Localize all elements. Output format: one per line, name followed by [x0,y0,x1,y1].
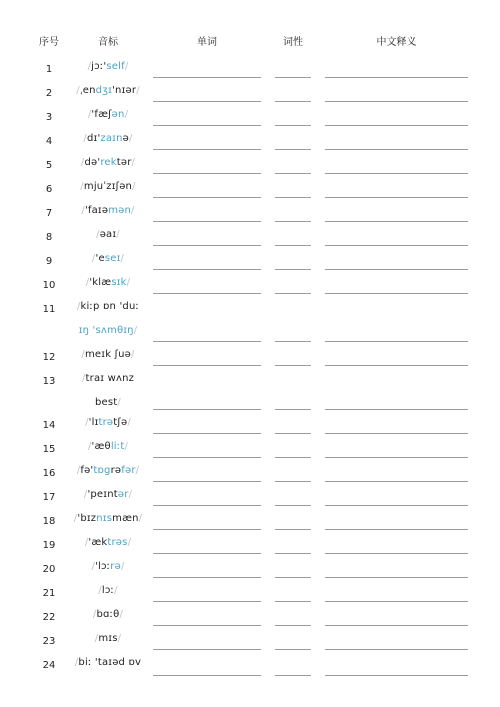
pos-answer-line[interactable] [275,433,311,434]
phonetic-transcription [68,367,148,415]
slash-mark: / [74,657,79,668]
word-answer-line[interactable] [153,481,261,482]
word-answer-line[interactable] [153,409,261,410]
slash-mark: / [131,205,135,216]
pos-answer-line[interactable] [275,649,311,650]
syllable: əaɪ [99,229,117,240]
meaning-answer-line[interactable] [325,625,468,626]
slash-mark: / [127,537,132,548]
word-answer-line[interactable] [153,341,261,342]
syllable: 'fæʃ [91,109,112,120]
pos-answer-line[interactable] [275,341,311,342]
phonetic-transcription [68,531,148,555]
syllable: meɪk ʃuə [84,349,132,360]
syllable: ə [122,133,129,144]
row-number: 3 [45,112,53,123]
slash-mark: / [76,301,81,312]
row-number: 15 [42,444,56,455]
row-number: 24 [42,660,56,671]
header-phonetic: 音标 [98,37,118,48]
phonetic-transcription [68,411,148,435]
syllable: 'lɔː [95,561,111,572]
phonetic-transcription [68,295,148,343]
phonetic-transcription [68,223,148,247]
slash-mark: / [135,465,140,476]
pos-answer-line[interactable] [275,553,311,554]
stressed-syllable: nɪs [96,513,113,524]
meaning-answer-line[interactable] [325,457,468,458]
phonetic-transcription [68,271,148,295]
slash-mark: / [124,61,129,72]
word-answer-line[interactable] [153,245,261,246]
stressed-syllable: ɪŋ 'sʌmθɪŋ [78,325,134,336]
slash-mark: / [76,465,81,476]
stressed-syllable: zaɪn [100,133,123,144]
stressed-syllable: rek [100,157,117,168]
meaning-answer-line[interactable] [325,365,468,366]
pos-answer-line[interactable] [275,293,311,294]
pos-answer-line[interactable] [275,529,311,530]
word-answer-line[interactable] [153,457,261,458]
stressed-syllable: rə [110,561,121,572]
row-number: 13 [42,376,56,387]
row-number: 12 [42,352,56,363]
syllable: ˌen [79,85,96,96]
slash-mark: / [117,633,122,644]
syllable: jɔː' [91,61,107,72]
slash-mark: / [131,157,136,168]
header-number: 序号 [39,37,59,48]
stressed-syllable: mən [108,205,132,216]
syllable: dɪ' [86,133,101,144]
pos-answer-line[interactable] [275,149,311,150]
meaning-answer-line[interactable] [325,433,468,434]
word-answer-line[interactable] [153,197,261,198]
meaning-answer-line[interactable] [325,675,468,676]
slash-mark: / [131,349,135,360]
phonetic-transcription [68,343,148,367]
word-answer-line[interactable] [153,101,261,102]
phonetic-transcription [68,175,148,199]
word-answer-line[interactable] [153,529,261,530]
slash-mark: / [120,253,125,264]
slash-mark: / [116,229,120,240]
meaning-answer-line[interactable] [325,553,468,554]
stressed-syllable: dʒɪ [95,85,113,96]
syllable: kiːp ɒn 'duː [80,301,140,312]
word-answer-line[interactable] [153,625,261,626]
phonetic-transcription [68,435,148,459]
stressed-syllable: sɪk [111,277,127,288]
meaning-answer-line[interactable] [325,245,468,246]
meaning-answer-line[interactable] [325,221,468,222]
stressed-syllable: fər [121,465,136,476]
row-number: 23 [42,636,56,647]
pos-answer-line[interactable] [275,245,311,246]
pos-answer-line[interactable] [275,125,311,126]
stressed-syllable: seɪ [104,253,121,264]
word-answer-line[interactable] [153,675,261,676]
slash-mark: / [81,349,85,360]
slash-mark: / [87,441,92,452]
slash-mark: / [119,609,124,620]
slash-mark: / [128,489,133,500]
slash-mark: / [73,513,78,524]
word-answer-line[interactable] [153,601,261,602]
pos-answer-line[interactable] [275,409,311,410]
row-number: 9 [45,256,53,267]
stressed-syllable: tɒg [93,465,111,476]
slash-mark: / [87,61,92,72]
meaning-answer-line[interactable] [325,149,468,150]
slash-mark: / [81,205,85,216]
word-answer-line[interactable] [153,577,261,578]
meaning-answer-line[interactable] [325,77,468,78]
pos-answer-line[interactable] [275,675,311,676]
slash-mark: / [83,133,87,144]
meaning-answer-line[interactable] [325,577,468,578]
pos-answer-line[interactable] [275,625,311,626]
pos-answer-line[interactable] [275,101,311,102]
phonetic-transcription [68,55,148,79]
row-number: 5 [45,160,53,171]
slash-mark: / [76,85,80,96]
syllable: fə' [80,465,94,476]
syllable: 'bɪz [77,513,97,524]
row-number: 11 [42,304,56,315]
phonetic-transcription [68,459,148,483]
row-number: 20 [42,564,56,575]
meaning-answer-line[interactable] [325,601,468,602]
meaning-answer-line[interactable] [325,293,468,294]
slash-mark: / [85,277,90,288]
word-answer-line[interactable] [153,505,261,506]
meaning-answer-line[interactable] [325,125,468,126]
syllable: mæn [112,513,139,524]
row-number: 16 [42,468,56,479]
header-pos: 词性 [283,37,303,48]
phonetic-transcription [68,627,148,651]
pos-answer-line[interactable] [275,577,311,578]
pos-answer-line[interactable] [275,601,311,602]
syllable: traɪ wʌnz [85,373,135,384]
word-answer-line[interactable] [153,293,261,294]
syllable: lɔː [101,585,115,596]
slash-mark: / [91,253,96,264]
pos-answer-line[interactable] [275,77,311,78]
slash-mark: / [80,181,84,192]
row-number: 7 [45,208,53,219]
syllable: 'æk [88,537,108,548]
phonetic-transcription [68,103,148,127]
slash-mark: / [96,229,100,240]
meaning-answer-line[interactable] [325,197,468,198]
syllable: biː 'taɪəd ɒv [78,657,142,668]
header-word: 单词 [197,37,217,48]
syllable: 'nɪər [112,85,137,96]
stressed-syllable: ər [117,489,129,500]
pos-answer-line[interactable] [275,269,311,270]
syllable: də' [84,157,101,168]
slash-mark: / [117,397,121,408]
stressed-syllable: trəs [107,537,128,548]
slash-mark: / [120,561,125,572]
word-answer-line[interactable] [153,125,261,126]
pos-answer-line[interactable] [275,221,311,222]
row-number: 1 [45,64,53,75]
row-number: 4 [45,136,53,147]
row-number: 2 [45,88,53,99]
pos-answer-line[interactable] [275,197,311,198]
meaning-answer-line[interactable] [325,101,468,102]
syllable: mjuˈzɪʃən [83,181,133,192]
word-answer-line[interactable] [153,149,261,150]
row-number: 8 [45,232,53,243]
header-meaning: 中文释义 [376,37,417,48]
row-number: 10 [42,280,56,291]
slash-mark: / [91,561,96,572]
syllable: mɪs [98,633,118,644]
syllable: tʃə [113,417,128,428]
syllable: bɑːθ [96,609,120,620]
pos-answer-line[interactable] [275,457,311,458]
meaning-answer-line[interactable] [325,481,468,482]
meaning-answer-line[interactable] [325,341,468,342]
slash-mark: / [133,325,138,336]
row-number: 6 [45,184,53,195]
phonetic-transcription [68,579,148,603]
word-answer-line[interactable] [153,77,261,78]
phonetic-transcription [68,151,148,175]
syllable: tər [116,157,132,168]
meaning-answer-line[interactable] [325,649,468,650]
stressed-syllable: ən [111,109,125,120]
slash-mark: / [81,373,86,384]
pos-answer-line[interactable] [275,365,311,366]
phonetic-transcription [68,603,148,627]
slash-mark: / [136,85,140,96]
row-number: 19 [42,540,56,551]
meaning-answer-line[interactable] [325,269,468,270]
row-number: 18 [42,516,56,527]
pos-answer-line[interactable] [275,481,311,482]
row-number: 14 [42,420,56,431]
meaning-answer-line[interactable] [325,409,468,410]
slash-mark: / [83,489,88,500]
syllable: 'peɪnt [87,489,118,500]
phonetic-transcription [68,79,148,103]
meaning-answer-line[interactable] [325,505,468,506]
row-number: 17 [42,492,56,503]
slash-mark: / [85,417,89,428]
meaning-answer-line[interactable] [325,529,468,530]
word-answer-line[interactable] [153,221,261,222]
word-answer-line[interactable] [153,553,261,554]
word-answer-line[interactable] [153,433,261,434]
slash-mark: / [98,585,102,596]
phonetic-transcription [68,651,148,675]
slash-mark: / [126,277,131,288]
phonetic-transcription [68,555,148,579]
slash-mark: / [92,609,97,620]
syllable: best [94,397,118,408]
syllable: 'e [95,253,105,264]
row-number: 22 [42,612,56,623]
pos-answer-line[interactable] [275,173,311,174]
slash-mark: / [124,109,129,120]
syllable: 'lɪ [88,417,99,428]
phonetic-transcription [68,483,148,507]
stressed-syllable: trə [98,417,114,428]
pos-answer-line[interactable] [275,505,311,506]
slash-mark: / [80,157,85,168]
slash-mark: / [124,441,129,452]
word-answer-line[interactable] [153,269,261,270]
slash-mark: / [84,537,89,548]
slash-mark: / [132,181,136,192]
word-answer-line[interactable] [153,365,261,366]
slash-mark: / [127,417,131,428]
syllable: 'klæ [89,277,112,288]
stressed-syllable: liːt [110,441,125,452]
word-answer-line[interactable] [153,649,261,650]
slash-mark: / [138,513,143,524]
slash-mark: / [87,109,92,120]
syllable: rə [110,465,122,476]
slash-mark: / [129,133,133,144]
phonetic-transcription [68,507,148,531]
phonetic-transcription [68,127,148,151]
syllable: 'faɪə [84,205,109,216]
slash-mark: / [94,633,99,644]
phonetic-transcription [68,199,148,223]
row-number: 21 [42,588,56,599]
meaning-answer-line[interactable] [325,173,468,174]
phonetic-transcription [68,247,148,271]
stressed-syllable: self [106,61,125,72]
syllable: 'æθ [91,441,111,452]
word-answer-line[interactable] [153,173,261,174]
slash-mark: / [114,585,118,596]
